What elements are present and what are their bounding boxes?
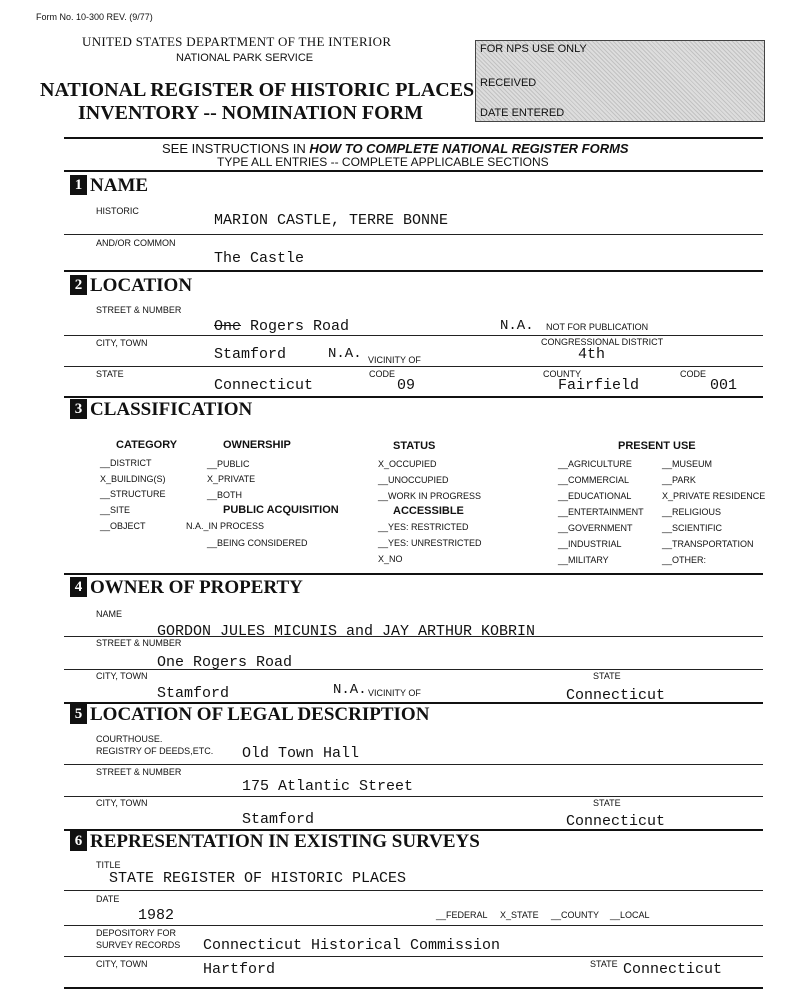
category-object: __OBJECT xyxy=(100,521,146,531)
section-number: 1 xyxy=(70,175,87,195)
category-buildings: X_BUILDING(S) xyxy=(100,474,166,484)
congressional-district: 4th xyxy=(578,346,606,363)
instructions-line1 xyxy=(162,141,629,156)
divider xyxy=(64,987,763,989)
use-government: __GOVERNMENT xyxy=(558,523,633,533)
section-5-heading xyxy=(70,704,429,726)
use-scientific: __SCIENTIFIC xyxy=(662,523,723,533)
historic-name: MARION CASTLE, TERRE BONNE xyxy=(214,212,449,229)
instructions-text: SEE INSTRUCTIONS IN xyxy=(162,141,310,156)
category-district: __DISTRICT xyxy=(100,458,152,468)
section-6-heading xyxy=(70,831,480,853)
survey-federal: __FEDERAL xyxy=(436,910,488,920)
owner-na-vicinity: N.A. xyxy=(333,682,367,698)
section-number: 2 xyxy=(70,275,87,295)
use-other: __OTHER: xyxy=(662,555,707,565)
survey-state-value: Connecticut xyxy=(623,961,723,978)
use-commercial: __COMMERCIAL xyxy=(558,475,630,485)
survey-state: X_STATE xyxy=(500,910,539,920)
divider xyxy=(64,573,763,575)
county-code: 001 xyxy=(710,377,738,394)
survey-date: 1982 xyxy=(138,907,175,924)
section-title: LOCATION xyxy=(90,275,193,296)
survey-county: __COUNTY xyxy=(551,910,600,920)
acquisition-being-considered: __BEING CONSIDERED xyxy=(207,538,308,548)
acquisition-in-process: N.A._IN PROCESS xyxy=(186,521,265,531)
ownership-both: __BOTH xyxy=(207,490,243,500)
not-for-publication: NOT FOR PUBLICATION xyxy=(546,322,649,332)
nps-use-label: FOR NPS USE ONLY xyxy=(480,43,587,55)
section-title: REPRESENTATION IN EXISTING SURVEYS xyxy=(90,831,480,852)
state: Connecticut xyxy=(214,377,314,394)
section-number: 3 xyxy=(70,399,87,419)
section-number: 6 xyxy=(70,831,87,851)
access-restricted: __YES: RESTRICTED xyxy=(378,522,469,532)
legal-state: Connecticut xyxy=(566,813,666,830)
state-code: 09 xyxy=(397,377,416,394)
courthouse: Old Town Hall xyxy=(242,745,360,762)
survey-local: __LOCAL xyxy=(610,910,650,920)
divider xyxy=(64,366,763,367)
divider xyxy=(64,137,763,139)
owner-vicinity-label: VICINITY OF xyxy=(368,688,421,698)
divider xyxy=(64,170,763,172)
use-park: __PARK xyxy=(662,475,696,485)
legal-state-label: STATE xyxy=(593,798,621,808)
form-title-line1: NATIONAL REGISTER OF HISTORIC PLACES xyxy=(40,79,475,101)
department-name: UNITED STATES DEPARTMENT OF THE INTERIOR xyxy=(82,34,392,49)
na-publication: N.A. xyxy=(500,318,534,334)
city: Stamford xyxy=(214,346,287,363)
use-private-residence: X_PRIVATE RESIDENCE xyxy=(662,491,766,501)
owner-city-label: CITY, TOWN xyxy=(96,671,148,681)
use-industrial: __INDUSTRIAL xyxy=(558,539,622,549)
status-heading: STATUS xyxy=(393,440,436,452)
owner-street: One Rogers Road xyxy=(157,654,293,671)
section-title: OWNER OF PROPERTY xyxy=(90,577,303,598)
congressional-district-label: CONGRESSIONAL DISTRICT xyxy=(541,337,664,347)
date-entered-label: DATE ENTERED xyxy=(480,107,565,119)
survey-state-label: STATE xyxy=(590,959,618,969)
city-label: CITY, TOWN xyxy=(96,338,148,348)
depository: Connecticut Historical Commission xyxy=(203,937,501,954)
na-vicinity: N.A. xyxy=(328,346,362,362)
divider xyxy=(64,636,763,637)
section-3-heading xyxy=(70,399,252,421)
street-name: Rogers Road xyxy=(250,318,350,335)
depository-label: DEPOSITORY FOR xyxy=(96,928,177,938)
county: Fairfield xyxy=(558,377,640,394)
use-entertainment: __ENTERTAINMENT xyxy=(558,507,644,517)
legal-street: 175 Atlantic Street xyxy=(242,778,414,795)
divider xyxy=(64,925,763,926)
owner-state-label: STATE xyxy=(593,671,621,681)
divider xyxy=(64,764,763,765)
divider xyxy=(64,796,763,797)
legal-street-label: STREET & NUMBER xyxy=(96,767,182,777)
survey-city: Hartford xyxy=(203,961,276,978)
owner-street-label: STREET & NUMBER xyxy=(96,638,182,648)
access-unrestricted: __YES: UNRESTRICTED xyxy=(378,538,482,548)
survey-title-label: TITLE xyxy=(96,860,121,870)
divider xyxy=(64,335,763,336)
category-heading: CATEGORY xyxy=(116,439,178,451)
divider xyxy=(64,669,763,670)
legal-city-label: CITY, TOWN xyxy=(96,798,148,808)
status-occupied: X_OCCUPIED xyxy=(378,459,437,469)
use-transportation: __TRANSPORTATION xyxy=(662,539,754,549)
common-label: AND/OR COMMON xyxy=(96,238,176,248)
owner-name: GORDON JULES MICUNIS and JAY ARTHUR KOBRIN xyxy=(157,623,536,640)
use-educational: __EDUCATIONAL xyxy=(558,491,632,501)
present-use-heading: PRESENT USE xyxy=(618,440,696,452)
state-label: STATE xyxy=(96,369,124,379)
category-structure: __STRUCTURE xyxy=(100,489,166,499)
form-title-line2: INVENTORY -- NOMINATION FORM xyxy=(78,102,424,124)
divider xyxy=(64,956,763,957)
section-number: 4 xyxy=(70,577,87,597)
instructions-title: HOW TO COMPLETE NATIONAL REGISTER FORMS xyxy=(309,141,629,156)
courthouse-label: COURTHOUSE. xyxy=(96,734,163,744)
public-acquisition-heading: PUBLIC ACQUISITION xyxy=(223,504,339,516)
section-title: CLASSIFICATION xyxy=(90,399,253,420)
section-title: LOCATION OF LEGAL DESCRIPTION xyxy=(90,704,430,725)
status-work-in-progress: __WORK IN PROGRESS xyxy=(378,491,482,501)
form-number: Form No. 10-300 REV. (9/77) xyxy=(36,12,153,22)
access-no: X_NO xyxy=(378,554,403,564)
survey-city-label: CITY, TOWN xyxy=(96,959,148,969)
use-museum: __MUSEUM xyxy=(662,459,713,469)
owner-name-label: NAME xyxy=(96,609,123,619)
ownership-heading: OWNERSHIP xyxy=(223,439,291,451)
use-agriculture: __AGRICULTURE xyxy=(558,459,632,469)
section-4-heading xyxy=(70,577,303,599)
nps-use-box xyxy=(475,40,765,122)
common-name: The Castle xyxy=(214,250,305,267)
street-address xyxy=(214,318,349,335)
divider xyxy=(64,270,763,272)
section-2-heading xyxy=(70,275,192,297)
legal-city: Stamford xyxy=(242,811,315,828)
county-code-label: CODE xyxy=(680,369,707,379)
street-label: STREET & NUMBER xyxy=(96,305,182,315)
survey-title: STATE REGISTER OF HISTORIC PLACES xyxy=(109,870,407,887)
section-1-heading xyxy=(70,175,148,197)
received-label: RECEIVED xyxy=(480,77,537,89)
section-title: NAME xyxy=(90,175,149,196)
street-number-struck: One xyxy=(214,318,242,335)
survey-records-label: SURVEY RECORDS xyxy=(96,940,181,950)
instructions-line2: TYPE ALL ENTRIES -- COMPLETE APPLICABLE SECTIONS xyxy=(217,155,549,169)
owner-state: Connecticut xyxy=(566,687,666,704)
divider xyxy=(64,396,763,398)
ownership-public: __PUBLIC xyxy=(207,459,250,469)
service-name: NATIONAL PARK SERVICE xyxy=(176,52,314,64)
divider xyxy=(64,234,763,235)
accessible-heading: ACCESSIBLE xyxy=(393,505,464,517)
registry-label: REGISTRY OF DEEDS,ETC. xyxy=(96,746,214,756)
county-label: COUNTY xyxy=(543,369,581,379)
owner-city: Stamford xyxy=(157,685,230,702)
historic-label: HISTORIC xyxy=(96,206,139,216)
use-religious: __RELIGIOUS xyxy=(662,507,722,517)
category-site: __SITE xyxy=(100,505,131,515)
use-military: __MILITARY xyxy=(558,555,609,565)
ownership-private: X_PRIVATE xyxy=(207,474,256,484)
code-label: CODE xyxy=(369,369,396,379)
divider xyxy=(64,890,763,891)
vicinity-label: VICINITY OF xyxy=(368,355,421,365)
status-unoccupied: __UNOCCUPIED xyxy=(378,475,449,485)
survey-date-label: DATE xyxy=(96,894,120,904)
section-number: 5 xyxy=(70,704,87,724)
